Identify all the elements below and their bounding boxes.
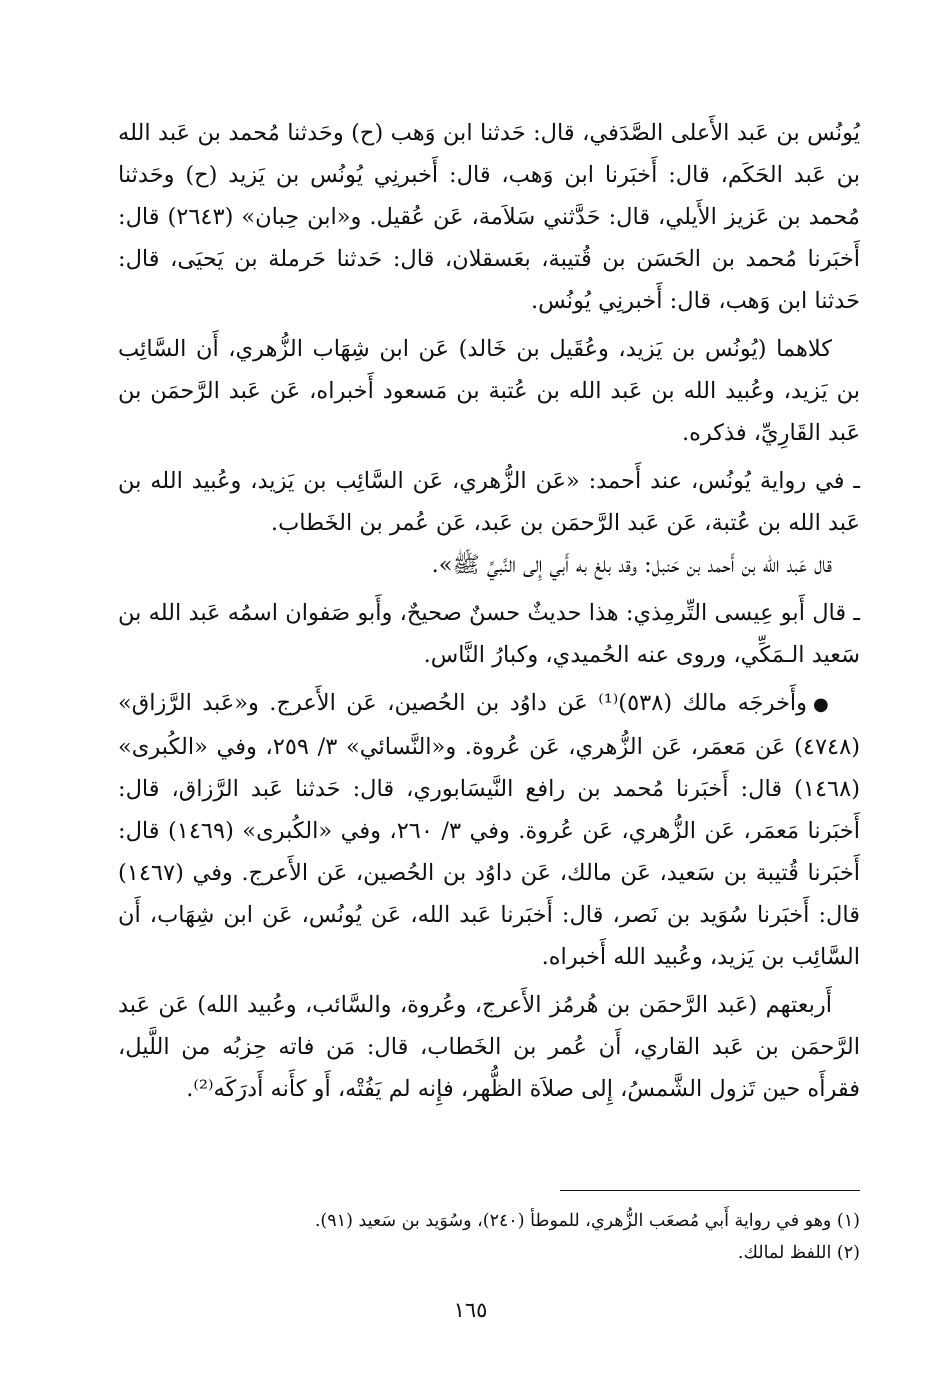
paragraph-takhrij <box>118 682 860 978</box>
footnote-2: (٢) اللفظ لمالك. <box>737 1243 860 1263</box>
bullet-icon: ● <box>813 694 832 715</box>
paragraph-abdullah-qawl: قال عَبد الله بن أَحمد بن حَنبل: وقد بلغ به أَبي إِلى النَّبيِّ ﷺ». <box>431 552 832 578</box>
paragraph-tirmidhi: ـ قال أَبو عِيسى التِّرمِذي: هذا حديثٌ حسنٌ صحيحٌ، وأَبو صَفوان اسمُه عَبد الله بن سَعيد الـمَكِّي، وروى عنه الحُميدي، وكبارُ النَّاس. <box>118 600 860 668</box>
page-number: ١٦٥ <box>453 1298 488 1322</box>
footnote-1: (١) وهو في رواية أَبي مُصعَب الزُّهري، للموطأ (٢٤٠)، وسُوَيد بن سَعيد (٩١). <box>314 1211 860 1231</box>
paragraph-takhrij-text: وأَخرجَه مالك (٥٣٨)⁽¹⁾ عَن داوُد بن الحُصين، عَن الأَعرج. و«عَبد الرَّزاق» (٤٧٤٨) عَن مَعمَر، عَن الزُّهري، عَن عُروة. و«النَّسائي» ٣/ ٢٥٩، وفي «الكُبرى» (١٤٦٨) قال: أَخبَرنا مُحمد بن رافع النَّيسَابوري، قال: حَدثنا عَبد الرَّزاق، قال: أَخبَرنا مَعمَر، عَن الزُّهري، عَن عُروة. وفي ٣/ ٢٦٠، وفي «الكُبرى» (١٤٦٩) قال: أَخبَرنا قُتيبة بن سَعيد، عَن مالك، عَن داوُد بن الحُصين، عَن الأَعرج. وفي (١٤٦٧) قال: أَخبَرنا سُوَيد بن نَصر، قال: أَخبَرنا عَبد الله، عَن يُونُس، عَن ابن شِهَاب، أَن السَّائِب بن يَزيد، وعُبيد الله أَخبراه. <box>118 690 860 970</box>
paragraph-ahmad-riwaya: ـ في رواية يُونُس، عند أَحمد: «عَن الزُّهري، عَن السَّائِب بن يَزيد، وعُبيد الله بن عَبد الله بن عُتبة، عَن عَبد الرَّحمَن بن عَبد، عَن عُمر بن الخَطاب. <box>118 468 860 536</box>
footnote-divider <box>560 1190 860 1191</box>
footnotes <box>118 1205 860 1269</box>
paragraph-kilahuma: كلاهما (يُونُس بن يَزيد، وعُقَيل بن خَالد) عَن ابن شِهَاب الزُّهري، أَن السَّائِب بن يَزيد، وعُبيد الله بن عَبد الله بن عُتبة بن مَسعود أَخبراه، عَن عَبد الرَّحمَن بن عَبد القَارِيِّ، فذكره. <box>118 336 860 446</box>
paragraph-isnad: يُونُس بن عَبد الأَعلى الصَّدَفي، قال: حَدثنا ابن وَهب (ح) وحَدثنا مُحمد بن عَبد الله بن عَبد الحَكَم، قال: أَخبَرنا ابن وَهب، قال: أَخبرنِي يُونُس بن يَزيد (ح) وحَدثنا مُحمد بن عَزيز الأَيلي، قال: حَدَّثني سَلاَمة، عَن عُقيل. و«ابن حِبان» (٢٦٤٣) قال: أَخبَرنا مُحمد بن الحَسَن بن قُتيبة، بعَسقلان، قال: حَدثنا حَرملة بن يَحيَى، قال: حَدثنا ابن وَهب، قال: أَخبرنِي يُونُس. <box>118 120 860 314</box>
main-text <box>118 112 860 1110</box>
paragraph-arbaatuhum: أَربعتهم (عَبد الرَّحمَن بن هُرمُز الأَعرج، وعُروة، والسَّائب، وعُبيد الله) عَن عَبد الرَّحمَن بن عَبد القاري، أَن عُمر بن الخَطاب، قال: مَن فاته حِزبُه من اللَّيل، فقرأَه حين تَزول الشَّمسُ، إِلى صلاَة الظُّهر، فإِنه لم يَفُتْه، أَو كأَنه أَدرَكَه⁽²⁾. <box>118 992 860 1102</box>
